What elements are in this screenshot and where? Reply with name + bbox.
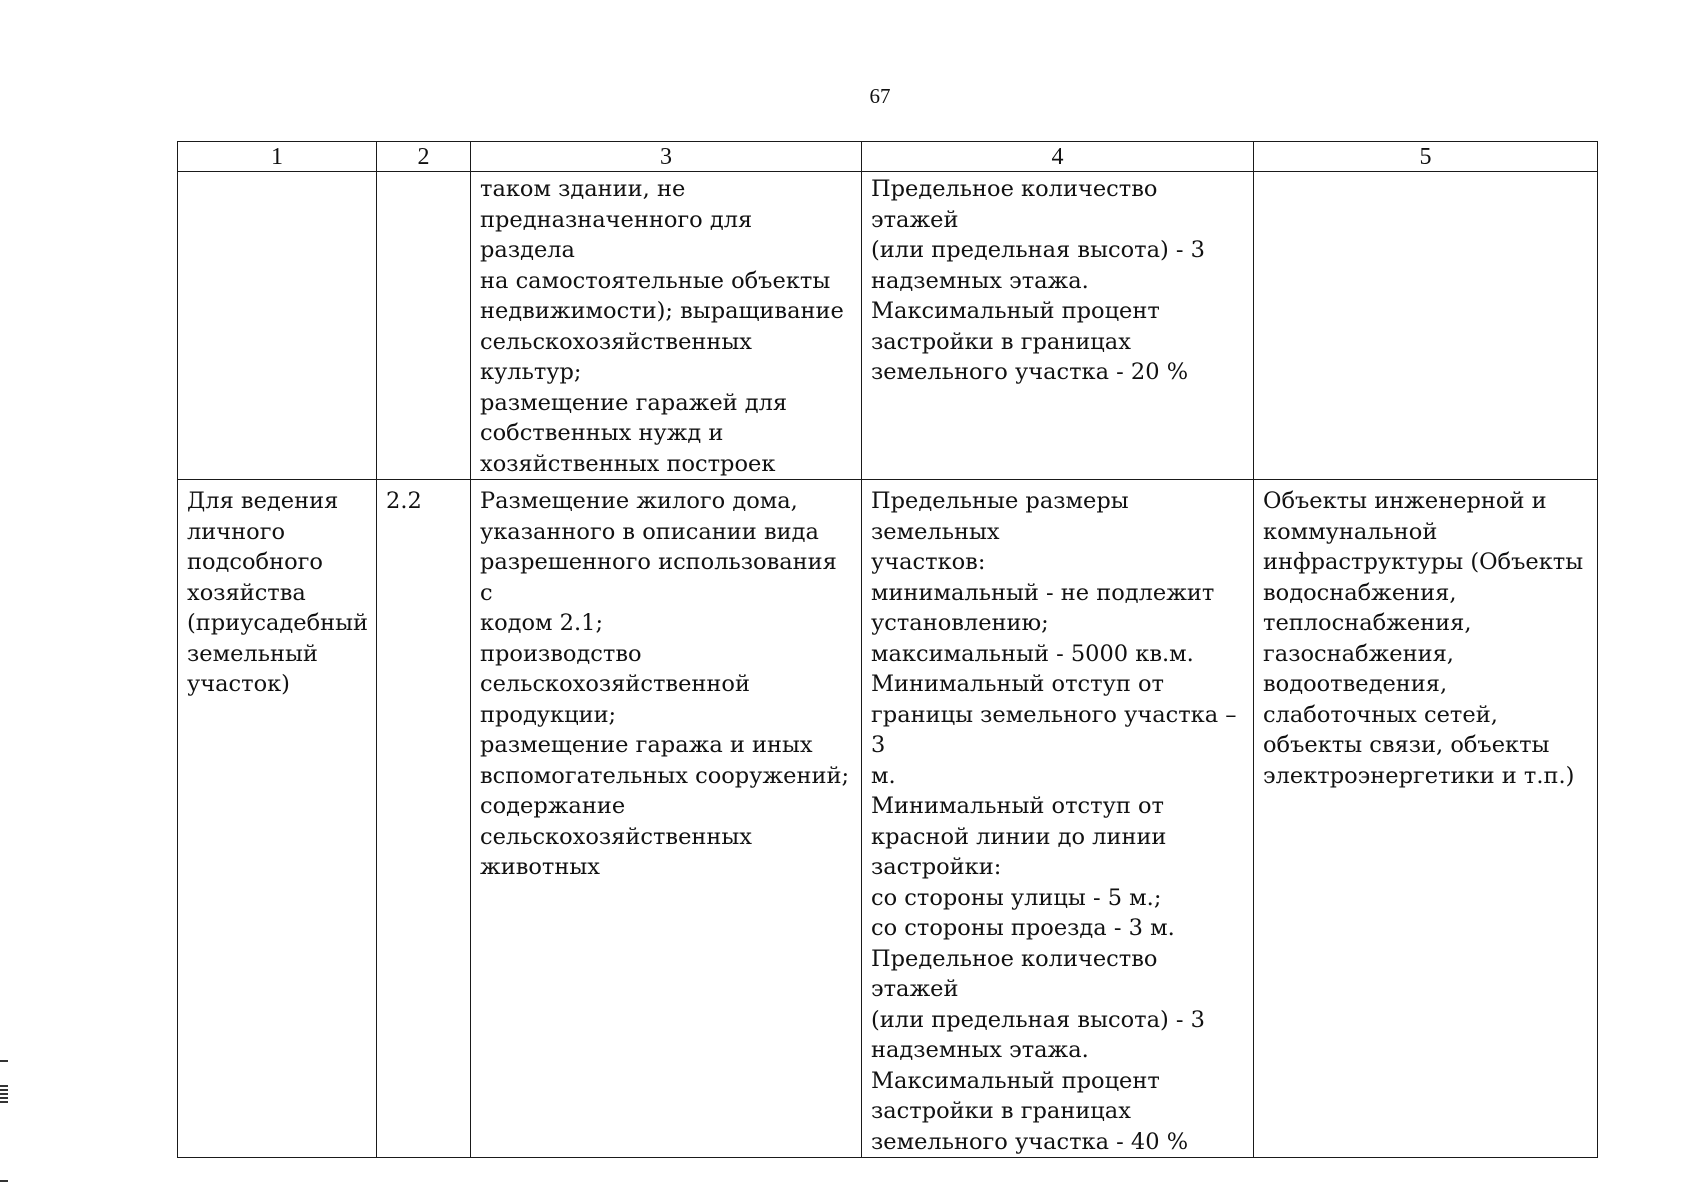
header-cell-2: 2 [377, 142, 471, 172]
auxiliary-uses-cell [1254, 172, 1598, 480]
land-use-type-cell: Для ведения личного подсобного хозяйства (приусадебный земельный участок) [178, 480, 377, 1158]
page-number: 67 [869, 84, 891, 108]
description-cell: Размещение жилого дома, указанного в описании вида разрешенного использования с кодом 2.1; производство сельскохозяйственной продукции; размещение гаража и иных вспомогательных сооружений; содержание сельскохозяйственных животных [471, 480, 862, 1158]
scan-artifact-mark [0, 1060, 8, 1062]
scan-artifact-mark [0, 1085, 8, 1103]
header-cell-5: 5 [1254, 142, 1598, 172]
scan-artifact-mark [0, 1180, 8, 1182]
land-use-type-cell [178, 172, 377, 480]
header-cell-1: 1 [178, 142, 377, 172]
parameters-cell: Предельные размеры земельных участков: минимальный - не подлежит установлению; максимальный - 5000 кв.м. Минимальный отступ от границы земельного участка – 3 м. Минимальный отступ от красной линии до линии застройки: со стороны улицы - 5 м.; со стороны проезда - 3 м. Предельное количество этажей (или предельная высота) - 3 надземных этажа. Максимальный процент застройки в границах земельного участка - 40 % [862, 480, 1254, 1158]
auxiliary-uses-cell: Объекты инженерной и коммунальной инфраструктуры (Объекты водоснабжения, теплоснабжения, газоснабжения, водоотведения, слаботочных сетей, объекты связи, объекты электроэнергетики и т.п.) [1254, 480, 1598, 1158]
regulations-table [177, 141, 1598, 1158]
code-cell: 2.2 [377, 480, 471, 1158]
code-cell [377, 172, 471, 480]
table-header-row [178, 142, 1598, 172]
table-row [178, 172, 1598, 480]
table-row [178, 480, 1598, 1158]
header-cell-3: 3 [471, 142, 862, 172]
header-cell-4: 4 [862, 142, 1254, 172]
description-cell: таком здании, не предназначенного для раздела на самостоятельные объекты недвижимости); выращивание сельскохозяйственных культур; размещение гаражей для собственных нужд и хозяйственных построек [471, 172, 862, 480]
parameters-cell: Предельное количество этажей (или предельная высота) - 3 надземных этажа. Максимальный процент застройки в границах земельного участка - 20 % [862, 172, 1254, 480]
